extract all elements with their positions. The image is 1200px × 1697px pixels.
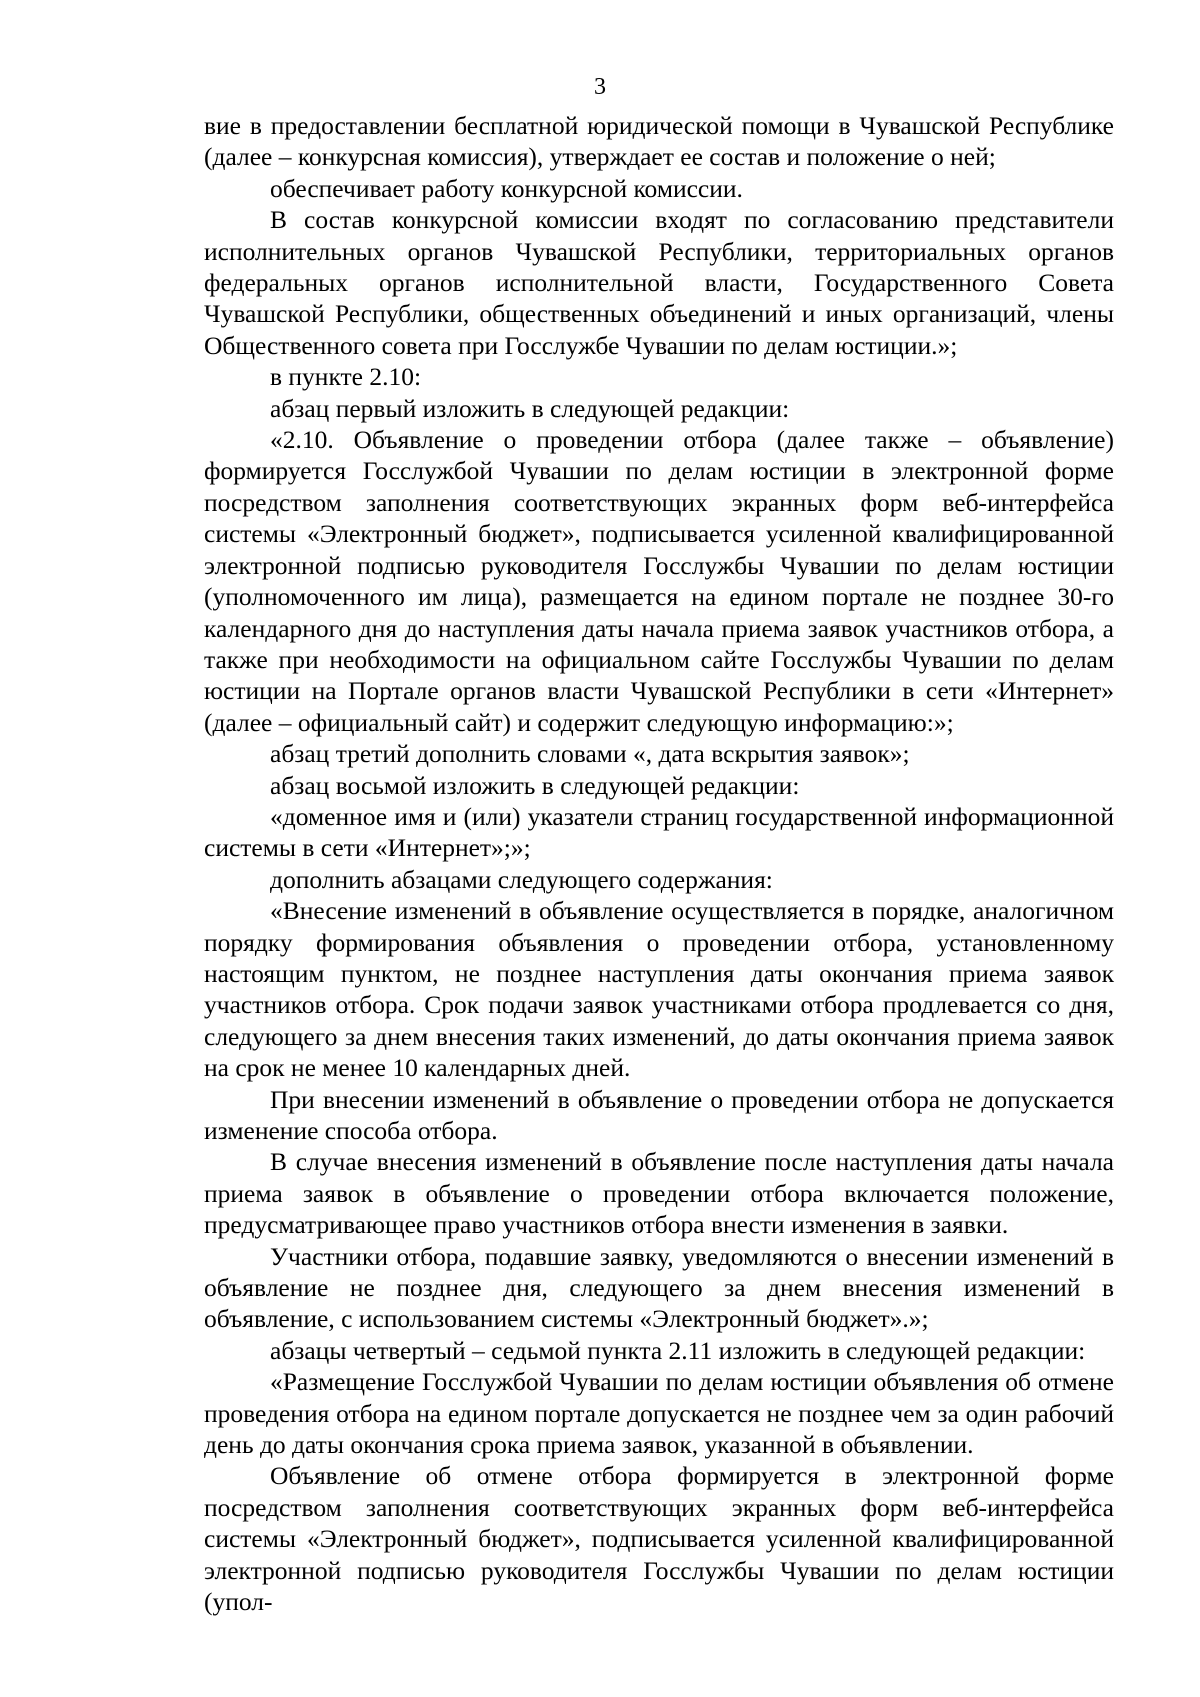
paragraph: абзацы четвертый – седьмой пункта 2.11 изложить в следующей редакции: [270,1335,1086,1365]
paragraph: Объявление об отмене отбора формируется в электронной форме посредством заполнения соответствующих экранных форм веб-интерфейса системы «Электронный бюджет», подписывается усиленной квалифицированной электронной подписью руководителя Госслужбы Чувашии по делам юстиции (упол- [204,1461,1114,1617]
paragraph: абзац третий дополнить словами «, дата вскрытия заявок»; [270,739,910,769]
paragraph-continuation: вие в предоставлении бесплатной юридической помощи в Чувашской Республике (далее – конкурсная комиссия), утверждает ее состав и положение о ней; [204,111,1114,172]
paragraph: Участники отбора, подавшие заявку, уведомляются о внесении изменений в объявление не позднее дня, следующего за днем внесения изменений в объявление, с использованием системы «Электронный бюджет».»; [204,1241,1114,1334]
paragraph: При внесении изменений в объявление о проведении отбора не допускается изменение способа отбора. [204,1084,1114,1145]
page-number: 3 [594,74,606,100]
paragraph: дополнить абзацами следующего содержания: [270,864,773,894]
paragraph: обеспечивает работу конкурсной комиссии. [270,173,743,203]
paragraph: «Размещение Госслужбой Чувашии по делам юстиции объявления об отмене проведения отбора на едином портале допускается не позднее чем за один рабочий день до даты окончания срока приема заявок, указанной в объявлении. [204,1367,1114,1460]
paragraph: В состав конкурсной комиссии входят по согласованию представители исполнительных органов Чувашской Республики, территориальных органов федеральных органов исполнительной власти, Государственного Совета Чувашской Республики, общественных объединений и иных организаций, члены Общественного совета при Госслужбе Чувашии по делам юстиции.»; [204,205,1114,360]
paragraph: в пункте 2.10: [270,362,422,392]
paragraph: «Внесение изменений в объявление осуществляется в порядке, аналогичном порядку формирования объявления о проведении отбора, установленному настоящим пунктом, не позднее наступления даты окончания приема заявок участников отбора. Срок подачи заявок участниками отбора продлевается со дня, следующего за днем внесения таких изменений, до даты окончания приема заявок на срок не менее 10 календарных дней. [204,896,1114,1083]
paragraph: «доменное имя и (или) указатели страниц государственной информационной системы в сети «Интернет»;»; [204,801,1114,863]
paragraph: «2.10. Объявление о проведении отбора (далее также – объявление) формируется Госслужбой Чувашии по делам юстиции в электронной форме посредством заполнения соответствующих экранных форм веб-интерфейса системы «Электронный бюджет», подписывается усиленной квалифицированной электронной подписью руководителя Госслужбы Чувашии по делам юстиции (уполномоченного им лица), размещается на едином портале не позднее 30-го календарного дня до наступления даты начала приема заявок участников отбора, а также при необходимости на официальном сайте Госслужбы Чувашии по делам юстиции на Портале органов власти Чувашской Республики в сети «Интернет» (далее – официальный сайт) и содержит следующую информацию:»; [204,425,1114,737]
document-body [204,110,1114,1618]
paragraph: абзац первый изложить в следующей редакции: [270,393,790,423]
paragraph: В случае внесения изменений в объявление после наступления даты начала приема заявок в объявление о проведении отбора включается положение, предусматривающее право участников отбора внести изменения в заявки. [204,1147,1114,1240]
paragraph: абзац восьмой изложить в следующей редакции: [270,770,800,800]
